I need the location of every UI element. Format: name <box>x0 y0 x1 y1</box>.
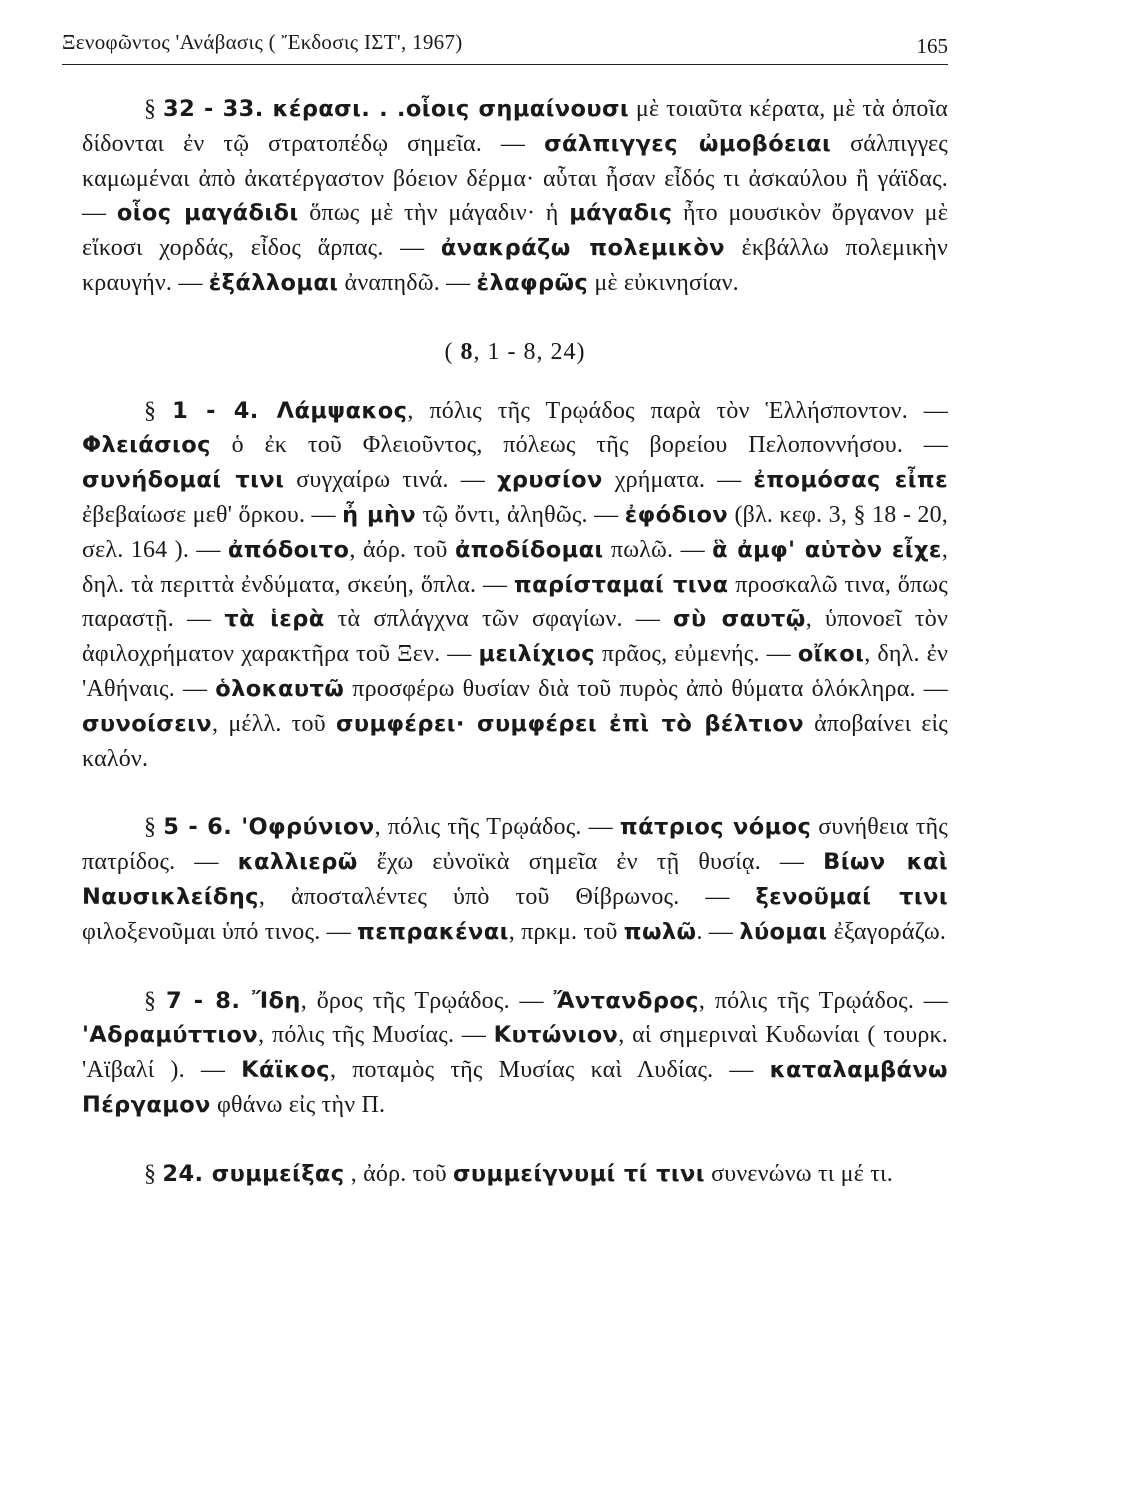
gloss-text: σάλπιγγες καμωμέναι ἀπὸ ἀκατέργαστον βόειον δέρμα· αὗται ἦσαν εἶδός τι ἀσκαύλου ἢ γάϊδας. — <box>82 130 948 227</box>
gloss-text: φθάνω εἰς τὴν Π. <box>210 1091 386 1118</box>
gloss-text: τὰ σπλάγχνα τῶν σφαγίων. — <box>324 606 674 633</box>
gloss-text: ἀποβαίνει εἰς καλόν. <box>82 710 948 772</box>
gloss-text: § <box>144 987 166 1014</box>
lemma: Κυτώνιον <box>493 1022 619 1049</box>
gloss-text: , πόλις τῆς Τρῳάδος παρὰ τὸν Ἑλλήσποντον. — <box>407 397 948 424</box>
lemma: συμφέρει· συμφέρει ἐπὶ τὸ βέλτιον <box>335 710 804 737</box>
lemma: μειλίχιος <box>478 641 595 668</box>
gloss-text: ὅπως μὲ τὴν μάγαδιν· ἡ <box>298 200 570 227</box>
lemma: ἐλαφρῶς <box>476 269 589 296</box>
gloss-text: § <box>144 1160 163 1187</box>
gloss-text: , ποταμὸς τῆς Μυσίας καὶ Λυδίας. — <box>329 1057 770 1084</box>
gloss-text: , ὄρος τῆς Τρῳάδος. — <box>300 987 554 1014</box>
lemma: 7 - 8. Ἴδη <box>165 987 301 1014</box>
lemma: συμμείγνυμί τί τινι <box>453 1160 705 1187</box>
page-header <box>62 30 948 65</box>
section-heading-chapter: 8 <box>460 338 474 365</box>
lemma: σάλπιγγες ὠμοβόειαι <box>544 130 832 157</box>
gloss-text: προσκαλῶ τινα, ὅπως παραστῇ. — <box>82 571 948 633</box>
lemma: 5 - 6. 'Οφρύνιον <box>163 814 375 841</box>
lemma: πάτριος νόμος <box>619 814 812 841</box>
lemma: 32 - 33. κέρασι. . .οἷοις σημαίνουσι <box>163 96 630 122</box>
lemma: 24. συμμείξας <box>162 1160 345 1187</box>
gloss-text: μὲ τοιαῦτα κέρατα, μὲ τὰ ὁποῖα δίδονται ἐν τῷ στρατοπέδῳ σημεῖα. — <box>82 96 948 157</box>
gloss-text: φιλοξενοῦμαι ὑπό τινος. — <box>82 918 358 945</box>
gloss-text: , μέλλ. τοῦ <box>212 710 336 737</box>
gloss-text: ἦτο μουσικὸν ὄργανον μὲ εἴκοσι χορδάς, εἶδος ἅρπας. — <box>82 200 949 262</box>
gloss-text: συγχαίρω τινά. — <box>284 467 498 494</box>
lemma: ἃ ἀμφ' αὑτὸν εἶχε <box>712 536 942 563</box>
gloss-text: . — <box>696 918 740 945</box>
lemma: ἐφόδιον <box>624 501 729 528</box>
commentary-body <box>82 92 948 1192</box>
gloss-text: , πόλις τῆς Μυσίας. — <box>258 1022 494 1049</box>
gloss-text: , ἀποσταλέντες ὑπὸ τοῦ Θίβρωνος. — <box>258 883 756 910</box>
gloss-text: § <box>144 96 164 122</box>
gloss-text: § <box>144 397 173 424</box>
lemma: πεπρακέναι <box>357 918 509 945</box>
lemma: Φλειάσιος <box>82 432 211 459</box>
paragraph-24 <box>82 1157 948 1192</box>
gloss-text: ἐβεβαίωσε μεθ' ὅρκου. — <box>82 501 343 528</box>
gloss-text: ἀναπηδῶ. — <box>338 269 477 296</box>
section-heading-open: ( <box>444 338 461 365</box>
paragraph-1-4 <box>82 394 948 777</box>
paragraph-5-6 <box>82 810 948 949</box>
section-heading <box>82 335 948 370</box>
paragraph-32-33 <box>82 92 948 301</box>
gloss-text: , δηλ. τὰ περιττὰ ἐνδύματα, σκεύη, ὅπλα. — <box>82 536 949 598</box>
lemma: χρυσίον <box>497 467 603 494</box>
lemma: ὁλοκαυτῶ <box>215 675 345 702</box>
lemma: οἴκοι <box>797 641 865 668</box>
gloss-text: χρήματα. — <box>602 467 754 494</box>
gloss-text: ὁ ἐκ τοῦ Φλειοῦντος, πόλεως τῆς βορείου Πελοποννήσου. — <box>210 432 948 459</box>
gloss-text: συνενώνω τι μέ τι. <box>704 1160 893 1187</box>
gloss-text: ἐξαγοράζω. <box>827 918 947 945</box>
gloss-text: , ὑπονοεῖ τὸν ἀφιλοχρήματον χαρακτῆρα τοῦ Ξεν. — <box>82 606 949 668</box>
running-head: Ξενοφῶντος 'Ανάβασις ( Ἔκδοσις ΙΣΤ', 1967) <box>62 30 463 54</box>
gloss-text: συνήθεια τῆς πατρίδος. — <box>82 814 948 876</box>
gloss-text: ἔχω εὐνοϊκὰ σημεῖα ἐν τῇ θυσίᾳ. — <box>357 849 824 876</box>
lemma: ἀπόδοιτο <box>227 536 350 563</box>
lemma: τὰ ἱερὰ <box>224 606 325 633</box>
lemma: μάγαδις <box>569 200 673 227</box>
paragraph-7-8 <box>82 984 948 1123</box>
gloss-text: τῷ ὄντι, ἀληθῶς. — <box>416 501 625 528</box>
lemma: 'Αδραμύττιον <box>82 1022 259 1049</box>
lemma: καλλιερῶ <box>237 849 358 876</box>
lemma: 1 - 4. Λάμψακος <box>172 397 408 424</box>
lemma: ἐξάλλομαι <box>208 269 339 296</box>
gloss-text: πωλῶ. — <box>603 536 713 563</box>
gloss-text: , αἱ σημεριναὶ Κυδωνίαι ( τουρκ. 'Αϊβαλί ). — <box>82 1022 948 1084</box>
lemma: οἷος μαγάδιδι <box>116 200 299 227</box>
lemma: συνήδομαί τινι <box>82 467 285 494</box>
lemma: λύομαι <box>739 918 828 945</box>
gloss-text: (βλ. κεφ. 3, § 18 - 20, σελ. 164 ). — <box>82 501 948 563</box>
lemma: Κάϊκος <box>241 1057 330 1084</box>
gloss-text: , δηλ. ἐν 'Αθήναις. — <box>82 641 948 702</box>
gloss-text: , πόλις τῆς Τρῳάδος. — <box>698 987 948 1014</box>
gloss-text: , ἀόρ. τοῦ <box>344 1160 453 1187</box>
lemma: καταλαμβάνω Πέργαμον <box>82 1057 948 1118</box>
gloss-text: προσφέρω θυσίαν διὰ τοῦ πυρὸς ἀπὸ θύματα ὁλόκληρα. — <box>344 675 948 702</box>
gloss-text: ἐκβάλλω πολεμικὴν κραυγήν. — <box>82 235 948 296</box>
gloss-text: § <box>144 814 164 841</box>
lemma: ἐπομόσας εἶπε <box>753 467 949 494</box>
section-heading-range: , 1 - 8, 24) <box>473 338 586 365</box>
lemma: πωλῶ <box>623 918 697 945</box>
gloss-text: , πόλις τῆς Τρῳάδος. — <box>374 814 620 841</box>
page-number: 165 <box>916 34 948 58</box>
gloss-text: , ἀόρ. τοῦ <box>349 536 455 563</box>
lemma: Βίων καὶ Ναυσικλείδης <box>82 849 949 910</box>
gloss-text: , πρκμ. τοῦ <box>508 918 624 945</box>
lemma: Ἄντανδρος <box>553 987 699 1014</box>
lemma: ἦ μὴν <box>342 501 417 528</box>
lemma: συνοίσειν <box>82 710 213 737</box>
lemma: ἀποδίδομαι <box>454 536 604 563</box>
lemma: ἀνακράζω πολεμικὸν <box>440 235 725 262</box>
gloss-text: πρᾶος, εὐμενής. — <box>594 641 798 668</box>
lemma: σὺ σαυτῷ <box>673 606 806 633</box>
gloss-text: μὲ εὐκινησίαν. <box>588 269 739 296</box>
lemma: ξενοῦμαί τινι <box>755 883 948 910</box>
lemma: παρίσταμαί τινα <box>513 571 729 598</box>
